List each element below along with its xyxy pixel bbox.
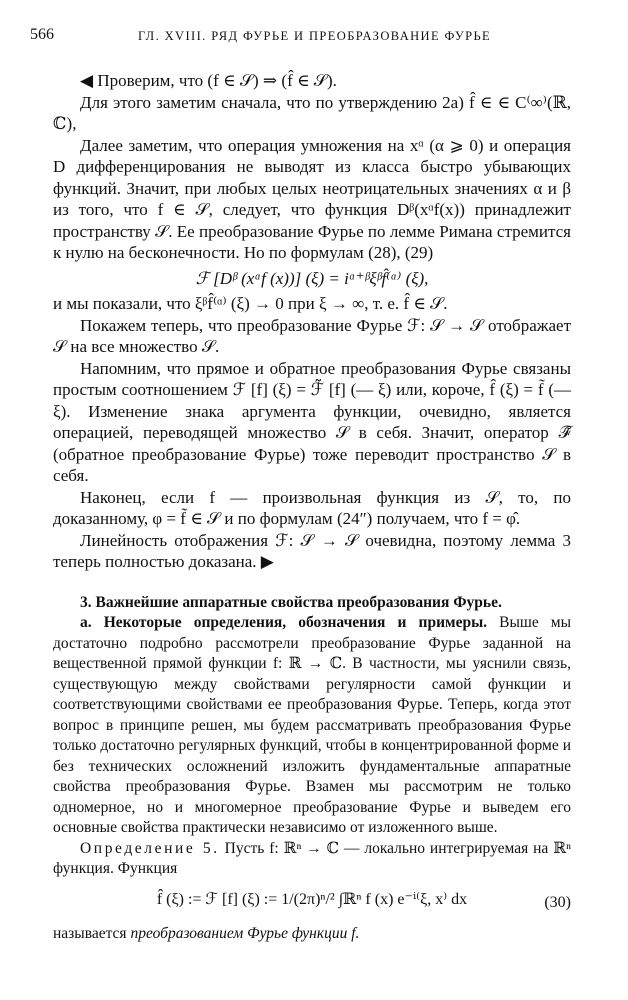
section-heading: 3. Важнейшие аппаратные свойства преобразования Фурье.	[80, 593, 502, 611]
definition-label: Определение 5.	[80, 839, 220, 857]
running-title: ГЛ. XVIII. РЯД ФУРЬЕ И ПРЕОБРАЗОВАНИЕ ФУРЬЕ	[138, 29, 492, 43]
paragraph-conclusion: и мы показали, что ξᵝf̂⁽ᵅ⁾ (ξ) → 0 при ξ → ∞, т. е. f̂ ∈ 𝒮.	[53, 294, 448, 313]
subsection-paragraph	[53, 613, 571, 839]
term-fourier-transform: преобразованием Фурье функции f.	[130, 925, 360, 942]
paragraph-onto: Покажем теперь, что преобразование Фурье ℱ: 𝒮 → 𝒮 отображает 𝒮 на все множество 𝒮.	[53, 315, 571, 356]
definition-tail: называется преобразованием Фурье функции f.	[53, 925, 360, 942]
formula-30-body: f̂ (ξ) := ℱ [f] (ξ) := 1/(2π)ⁿ/² ∫ℝⁿ f (x) e⁻ⁱ⁽ξ, x⁾ dx	[156, 890, 468, 908]
paragraph-operations: Далее заметим, что операция умножения на xᵅ (α ⩾ 0) и операция D дифференцирования не выводят из класса быстро убывающих функций. Значит, при любых целых неотрицательных значениях α и β из того, что f ∈ 𝒮, следует, что функция Dᵝ(xᵅf(x)) принадлежит пространству 𝒮. Ее преобразование Фурье по лемме Римана стремится к нулю на бесконечности. Но по формулам (28), (29)	[53, 135, 571, 262]
subsection-text: Выше мы достаточно подробно рассмотрели преобразование Фурье заданной на вещественной прямой функции f: ℝ → ℂ. В частности, мы уяснили связь, существующую между свойствами регулярности самой функции и соответствующими свойствами ее преобразования Фурье. Теперь, когда этот вопрос в принципе решен, мы будем рассматривать преобразования Фурье только достаточно регулярных функций, чтобы в концентрированной форме и без технических осложнений изложить фундаментальные аппаратные свойства преобразования Фурье. Взамен мы рассмотрим не только одномерное, но и многомерное преобразование Фурье и выведем его основные свойства практически независимо от изложенного выше.	[53, 614, 572, 836]
formula-30	[53, 889, 571, 911]
formula-30-number: (30)	[544, 893, 571, 911]
section-3	[53, 593, 571, 945]
page-body	[53, 70, 571, 945]
page-number: 566	[30, 26, 54, 43]
definition-paragraph	[53, 839, 571, 880]
paragraph-inverse-relation: Напомним, что прямое и обратное преобразования Фурье связаны простым соотношением ℱ [f] (ξ) = ℱ̃ [f] (— ξ) или, короче, f̂ (ξ) = f̃ (— ξ). Изменение знака аргумента функции, очевидно, является операцией, переводящей множество 𝒮 в себя. Значит, оператор ℱ̃ (обратное преобразование Фурье) тоже переводит пространство 𝒮 в себя.	[53, 358, 571, 485]
paragraph-linearity: Линейность отображения ℱ: 𝒮 → 𝒮 очевидна, поэтому лемма 3 теперь полностью доказана. ▶	[53, 530, 571, 571]
subsection-heading: а. Некоторые определения, обозначения и примеры.	[80, 614, 488, 631]
formula-derivative-transform: ℱ [Dᵝ (xᵅf (x))] (ξ) = iᵅ⁺ᵝξᵝf̂⁽ᵅ⁾ (ξ),	[195, 268, 429, 288]
paragraph-smoothness: Для этого заметим сначала, что по утверждению 2а) f̂ ∈ ∈ C⁽∞⁾(ℝ, ℂ),	[53, 92, 571, 133]
paragraph-finally: Наконец, если f — произвольная функция из 𝒮, то, по доказанному, φ = f̃ ∈ 𝒮 и по формулам (24″) получаем, что f = φ̂.	[53, 487, 571, 528]
definition-text: Пусть f: ℝⁿ → ℂ — локально интегрируемая на ℝⁿ функция. Функция	[53, 839, 571, 877]
proof-start: ◀ Проверим, что (f ∈ 𝒮) ⇒ (f̂ ∈ 𝒮).	[80, 71, 337, 90]
page-header	[30, 26, 600, 50]
